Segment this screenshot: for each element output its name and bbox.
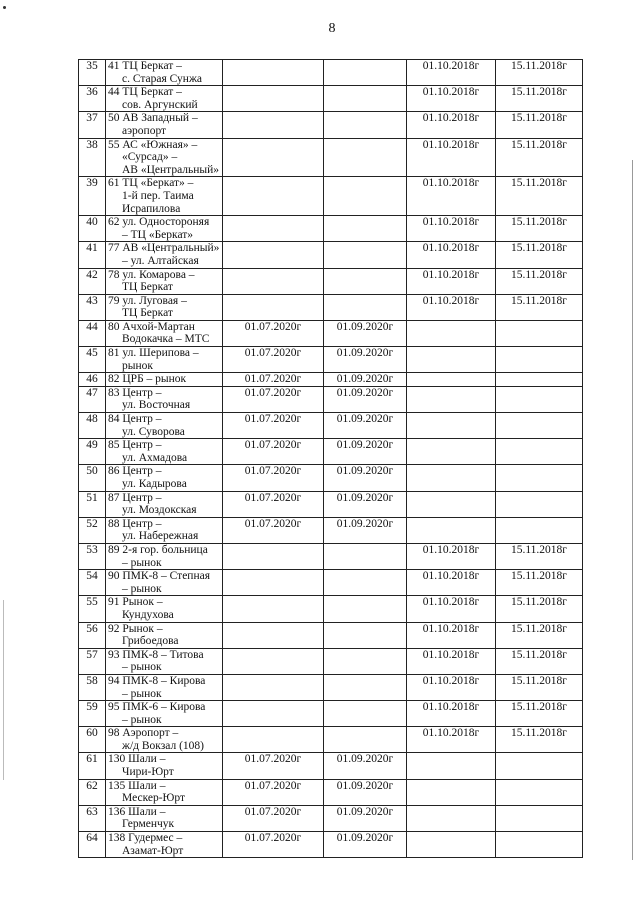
route-line: с. Старая Сунжа — [122, 72, 203, 85]
date-cell-3 — [407, 439, 496, 465]
page-number: 8 — [328, 21, 336, 36]
date-cell-1: 01.07.2020г — [223, 832, 324, 858]
row-number-cell: 42 — [79, 268, 106, 294]
route-line: 85 Центр – — [108, 439, 162, 452]
route-line: ул. Суворова — [122, 425, 185, 438]
date-cell-1 — [223, 86, 324, 112]
route-line: 84 Центр – — [108, 413, 162, 426]
date-cell-3: 01.10.2018г — [407, 622, 496, 648]
route-line: 44 ТЦ Беркат – — [108, 86, 182, 99]
route-line: 95 ПМК-6 – Кирова — [108, 701, 206, 714]
date-cell-2 — [324, 60, 407, 86]
row-number-cell: 54 — [79, 570, 106, 596]
right-edge-mark — [632, 160, 633, 860]
route-line: АВ «Центральный» — [122, 163, 220, 176]
date-cell-1 — [223, 622, 324, 648]
row-number-cell: 41 — [79, 242, 106, 268]
route-line: 79 ул. Луговая – — [108, 294, 187, 307]
date-cell-2 — [324, 570, 407, 596]
route-line: 89 2-я гор. больница — [108, 543, 208, 556]
date-cell-3 — [407, 465, 496, 491]
route-cell — [106, 138, 223, 177]
route-cell — [106, 596, 223, 622]
row-number-cell: 48 — [79, 413, 106, 439]
date-cell-4: 15.11.2018г — [496, 701, 583, 727]
date-cell-4: 15.11.2018г — [496, 268, 583, 294]
route-cell — [106, 701, 223, 727]
date-cell-1: 01.07.2020г — [223, 439, 324, 465]
schedule-table — [78, 59, 583, 858]
date-cell-4 — [496, 439, 583, 465]
route-line: 1-й пер. Таима — [122, 189, 194, 202]
table-row — [79, 60, 583, 86]
route-line: 83 Центр – — [108, 386, 162, 399]
date-cell-4 — [496, 832, 583, 858]
table-row — [79, 112, 583, 138]
route-cell — [106, 386, 223, 412]
date-cell-1: 01.07.2020г — [223, 779, 324, 805]
date-cell-2 — [324, 596, 407, 622]
date-cell-4 — [496, 320, 583, 346]
date-cell-1 — [223, 543, 324, 569]
route-line: 77 АВ «Центральный» — [108, 242, 220, 255]
date-cell-3 — [407, 347, 496, 373]
date-cell-1: 01.07.2020г — [223, 347, 324, 373]
date-cell-3 — [407, 753, 496, 779]
row-number-cell: 49 — [79, 439, 106, 465]
route-cell — [106, 805, 223, 831]
row-number-cell: 51 — [79, 491, 106, 517]
route-line: ул. Ахмадова — [122, 451, 188, 464]
route-line: 135 Шали – — [108, 779, 166, 792]
route-line: 55 АС «Южная» – — [108, 138, 198, 151]
date-cell-1: 01.07.2020г — [223, 753, 324, 779]
table-row — [79, 832, 583, 858]
route-line: Чири-Юрт — [122, 766, 174, 779]
route-line: сов. Аргунский — [122, 98, 198, 111]
date-cell-4: 15.11.2018г — [496, 242, 583, 268]
row-number-cell: 59 — [79, 701, 106, 727]
route-line: ТЦ Беркат — [122, 307, 173, 320]
route-line: 91 Рынок – — [108, 596, 163, 609]
route-line: 136 Шали – — [108, 805, 166, 818]
row-number-cell: 47 — [79, 386, 106, 412]
route-line: 87 Центр – — [108, 491, 162, 504]
date-cell-2 — [324, 216, 407, 242]
row-number-cell: 50 — [79, 465, 106, 491]
route-line: 138 Гудермес – — [108, 832, 183, 845]
date-cell-2 — [324, 622, 407, 648]
table-row — [79, 242, 583, 268]
table-row — [79, 701, 583, 727]
route-line: – ул. Алтайская — [122, 254, 199, 267]
route-line: Грибоедова — [122, 635, 179, 648]
row-number-cell: 58 — [79, 674, 106, 700]
table-row — [79, 543, 583, 569]
date-cell-1 — [223, 138, 324, 177]
table-row — [79, 294, 583, 320]
date-cell-3 — [407, 779, 496, 805]
date-cell-4: 15.11.2018г — [496, 648, 583, 674]
date-cell-2 — [324, 674, 407, 700]
route-line: – рынок — [122, 556, 162, 569]
date-cell-2: 01.09.2020г — [324, 320, 407, 346]
route-cell — [106, 465, 223, 491]
date-cell-1 — [223, 177, 324, 216]
date-cell-1 — [223, 268, 324, 294]
date-cell-2: 01.09.2020г — [324, 465, 407, 491]
row-number-cell: 52 — [79, 517, 106, 543]
route-line: ул. Набережная — [122, 530, 199, 543]
row-number-cell: 37 — [79, 112, 106, 138]
date-cell-2: 01.09.2020г — [324, 753, 407, 779]
route-line: – рынок — [122, 582, 162, 595]
row-number-cell: 40 — [79, 216, 106, 242]
date-cell-3: 01.10.2018г — [407, 216, 496, 242]
table-row — [79, 216, 583, 242]
date-cell-3 — [407, 517, 496, 543]
date-cell-3 — [407, 373, 496, 387]
date-cell-4: 15.11.2018г — [496, 86, 583, 112]
date-cell-4: 15.11.2018г — [496, 138, 583, 177]
date-cell-3 — [407, 832, 496, 858]
date-cell-1: 01.07.2020г — [223, 320, 324, 346]
date-cell-2 — [324, 177, 407, 216]
route-line: – ТЦ «Беркат» — [122, 228, 194, 241]
route-cell — [106, 674, 223, 700]
route-line: аэропорт — [122, 124, 167, 137]
table-row — [79, 596, 583, 622]
route-cell — [106, 373, 223, 387]
date-cell-4: 15.11.2018г — [496, 596, 583, 622]
date-cell-3: 01.10.2018г — [407, 674, 496, 700]
date-cell-3: 01.10.2018г — [407, 86, 496, 112]
date-cell-1 — [223, 216, 324, 242]
table-row — [79, 805, 583, 831]
route-line: 78 ул. Комарова – — [108, 268, 195, 281]
date-cell-3: 01.10.2018г — [407, 138, 496, 177]
table-row — [79, 491, 583, 517]
route-line: 90 ПМК-8 – Степная — [108, 570, 211, 583]
date-cell-2: 01.09.2020г — [324, 439, 407, 465]
date-cell-4: 15.11.2018г — [496, 60, 583, 86]
date-cell-1: 01.07.2020г — [223, 491, 324, 517]
route-line: 130 Шали – — [108, 753, 166, 766]
row-number-cell: 45 — [79, 347, 106, 373]
route-line: – рынок — [122, 661, 162, 674]
route-line: 86 Центр – — [108, 465, 162, 478]
route-cell — [106, 86, 223, 112]
route-line: 93 ПМК-8 – Титова — [108, 648, 204, 661]
date-cell-2: 01.09.2020г — [324, 373, 407, 387]
date-cell-4 — [496, 413, 583, 439]
date-cell-1: 01.07.2020г — [223, 465, 324, 491]
date-cell-2 — [324, 138, 407, 177]
row-number-cell: 38 — [79, 138, 106, 177]
row-number-cell: 57 — [79, 648, 106, 674]
date-cell-4: 15.11.2018г — [496, 727, 583, 753]
date-cell-1 — [223, 596, 324, 622]
date-cell-3: 01.10.2018г — [407, 701, 496, 727]
date-cell-1 — [223, 674, 324, 700]
table-row — [79, 138, 583, 177]
route-line: 41 ТЦ Беркат – — [108, 60, 182, 72]
route-line: Кундухова — [122, 608, 174, 621]
date-cell-3 — [407, 805, 496, 831]
date-cell-2 — [324, 242, 407, 268]
row-number-cell: 62 — [79, 779, 106, 805]
date-cell-1 — [223, 570, 324, 596]
route-cell — [106, 320, 223, 346]
date-cell-3: 01.10.2018г — [407, 268, 496, 294]
route-cell — [106, 779, 223, 805]
row-number-cell: 35 — [79, 60, 106, 86]
row-number-cell: 56 — [79, 622, 106, 648]
date-cell-3: 01.10.2018г — [407, 570, 496, 596]
route-cell — [106, 60, 223, 86]
route-cell — [106, 517, 223, 543]
table-row — [79, 753, 583, 779]
route-cell — [106, 543, 223, 569]
route-cell — [106, 753, 223, 779]
route-cell — [106, 112, 223, 138]
date-cell-3 — [407, 491, 496, 517]
date-cell-3: 01.10.2018г — [407, 727, 496, 753]
date-cell-3: 01.10.2018г — [407, 112, 496, 138]
route-cell — [106, 622, 223, 648]
route-line: 50 АВ Западный – — [108, 112, 198, 125]
table-row — [79, 517, 583, 543]
date-cell-1 — [223, 727, 324, 753]
date-cell-4 — [496, 805, 583, 831]
route-line: ТЦ Беркат — [122, 281, 173, 294]
date-cell-4: 15.11.2018г — [496, 570, 583, 596]
date-cell-2 — [324, 701, 407, 727]
date-cell-1: 01.07.2020г — [223, 805, 324, 831]
table-row — [79, 413, 583, 439]
date-cell-3: 01.10.2018г — [407, 648, 496, 674]
date-cell-2: 01.09.2020г — [324, 413, 407, 439]
route-line: рынок — [122, 359, 153, 372]
date-cell-1: 01.07.2020г — [223, 386, 324, 412]
date-cell-4: 15.11.2018г — [496, 216, 583, 242]
date-cell-1 — [223, 648, 324, 674]
date-cell-4: 15.11.2018г — [496, 294, 583, 320]
date-cell-2 — [324, 112, 407, 138]
table-row — [79, 386, 583, 412]
date-cell-1: 01.07.2020г — [223, 373, 324, 387]
table-row — [79, 177, 583, 216]
route-cell — [106, 268, 223, 294]
table-row — [79, 465, 583, 491]
table-row — [79, 347, 583, 373]
route-cell — [106, 439, 223, 465]
route-line: ул. Кадырова — [122, 478, 187, 490]
row-number-cell: 44 — [79, 320, 106, 346]
route-line: 98 Аэропорт – — [108, 727, 179, 740]
date-cell-2: 01.09.2020г — [324, 491, 407, 517]
date-cell-3: 01.10.2018г — [407, 242, 496, 268]
table-row — [79, 648, 583, 674]
date-cell-3: 01.10.2018г — [407, 60, 496, 86]
route-cell — [106, 413, 223, 439]
date-cell-4 — [496, 386, 583, 412]
date-cell-2 — [324, 727, 407, 753]
table-row — [79, 86, 583, 112]
row-number-cell: 55 — [79, 596, 106, 622]
route-line: – рынок — [122, 687, 162, 700]
route-cell — [106, 177, 223, 216]
date-cell-1 — [223, 294, 324, 320]
date-cell-4 — [496, 517, 583, 543]
route-cell — [106, 648, 223, 674]
date-cell-3: 01.10.2018г — [407, 596, 496, 622]
date-cell-2: 01.09.2020г — [324, 517, 407, 543]
left-edge-tick — [3, 600, 4, 780]
date-cell-3: 01.10.2018г — [407, 543, 496, 569]
date-cell-4 — [496, 465, 583, 491]
date-cell-2 — [324, 648, 407, 674]
row-number-cell: 64 — [79, 832, 106, 858]
row-number-cell: 61 — [79, 753, 106, 779]
row-number-cell: 43 — [79, 294, 106, 320]
row-number-cell: 39 — [79, 177, 106, 216]
route-line: 81 ул. Шерипова – — [108, 347, 199, 360]
date-cell-3 — [407, 320, 496, 346]
date-cell-4 — [496, 753, 583, 779]
date-cell-4 — [496, 347, 583, 373]
route-line: Водокачка – МТС — [122, 333, 210, 346]
row-number-cell: 63 — [79, 805, 106, 831]
route-line: ул. Моздокская — [122, 504, 197, 517]
route-line: 61 ТЦ «Беркат» – — [108, 177, 194, 190]
route-line: «Сурсад» – — [122, 151, 178, 164]
date-cell-3: 01.10.2018г — [407, 294, 496, 320]
date-cell-2 — [324, 543, 407, 569]
date-cell-1 — [223, 701, 324, 727]
date-cell-3 — [407, 386, 496, 412]
left-edge-mark — [3, 6, 6, 9]
date-cell-2 — [324, 294, 407, 320]
date-cell-1 — [223, 242, 324, 268]
route-line: 92 Рынок – — [108, 622, 163, 635]
route-line: Мескер-Юрт — [122, 792, 185, 805]
date-cell-2: 01.09.2020г — [324, 779, 407, 805]
route-line: ул. Восточная — [122, 399, 191, 412]
route-line: 88 Центр – — [108, 517, 162, 530]
route-cell — [106, 491, 223, 517]
route-cell — [106, 570, 223, 596]
date-cell-1: 01.07.2020г — [223, 517, 324, 543]
row-number-cell: 46 — [79, 373, 106, 387]
date-cell-2: 01.09.2020г — [324, 347, 407, 373]
date-cell-1: 01.07.2020г — [223, 413, 324, 439]
date-cell-2: 01.09.2020г — [324, 386, 407, 412]
table-row — [79, 727, 583, 753]
date-cell-4: 15.11.2018г — [496, 112, 583, 138]
route-line: 94 ПМК-8 – Кирова — [108, 674, 206, 687]
row-number-cell: 53 — [79, 543, 106, 569]
route-line: Герменчук — [122, 818, 175, 831]
date-cell-1 — [223, 60, 324, 86]
row-number-cell: 36 — [79, 86, 106, 112]
table-row — [79, 268, 583, 294]
table-row — [79, 674, 583, 700]
route-line: 80 Ачхой-Мартан — [108, 320, 195, 333]
date-cell-4 — [496, 779, 583, 805]
route-line: – рынок — [122, 713, 162, 726]
route-cell — [106, 727, 223, 753]
row-number-cell: 60 — [79, 727, 106, 753]
route-cell — [106, 294, 223, 320]
route-line: Азамат-Юрт — [122, 844, 184, 857]
date-cell-4: 15.11.2018г — [496, 674, 583, 700]
table-row — [79, 779, 583, 805]
date-cell-1 — [223, 112, 324, 138]
date-cell-4 — [496, 491, 583, 517]
route-cell — [106, 242, 223, 268]
route-line: Исрапилова — [122, 202, 181, 215]
table-row — [79, 570, 583, 596]
date-cell-2: 01.09.2020г — [324, 832, 407, 858]
date-cell-4: 15.11.2018г — [496, 622, 583, 648]
table-row — [79, 439, 583, 465]
date-cell-2 — [324, 86, 407, 112]
table-row — [79, 373, 583, 387]
route-cell — [106, 216, 223, 242]
date-cell-4 — [496, 373, 583, 387]
route-line: 82 ЦРБ – рынок — [108, 373, 187, 386]
date-cell-4: 15.11.2018г — [496, 543, 583, 569]
table-row — [79, 320, 583, 346]
route-line: ж/д Вокзал (108) — [122, 739, 204, 752]
date-cell-3: 01.10.2018г — [407, 177, 496, 216]
date-cell-4: 15.11.2018г — [496, 177, 583, 216]
route-line: 62 ул. Одностороняя — [108, 216, 210, 229]
date-cell-2 — [324, 268, 407, 294]
route-cell — [106, 832, 223, 858]
date-cell-3 — [407, 413, 496, 439]
table-row — [79, 622, 583, 648]
route-cell — [106, 347, 223, 373]
date-cell-2: 01.09.2020г — [324, 805, 407, 831]
schedule-table-body — [79, 60, 583, 858]
